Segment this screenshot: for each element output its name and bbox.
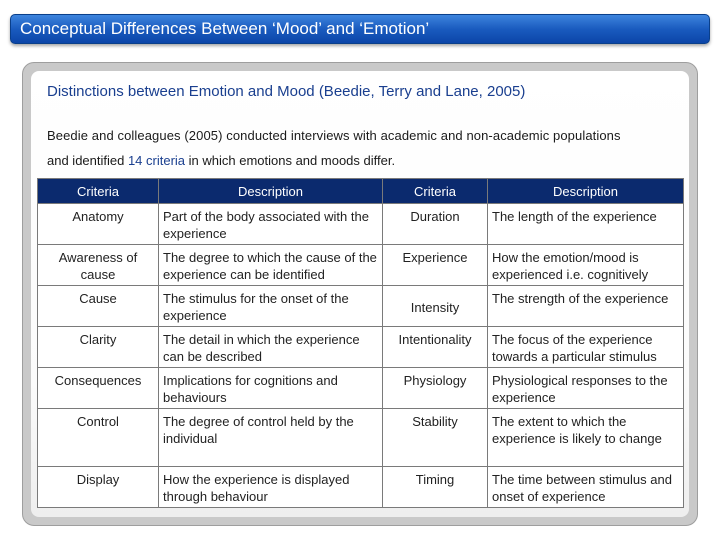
description-cell: How the experience is displayed through behaviour — [159, 467, 383, 508]
header-description-1: Description — [159, 179, 383, 204]
criteria-cell: Clarity — [38, 327, 159, 368]
intro-line-2 — [47, 153, 395, 168]
description-cell: Physiological responses to the experience — [488, 368, 684, 409]
criteria-cell: Display — [38, 467, 159, 508]
description-cell: The extent to which the experience is likely to change — [488, 409, 684, 467]
criteria-cell: Intentionality — [383, 327, 488, 368]
description-cell: The time between stimulus and onset of experience — [488, 467, 684, 508]
header-criteria-2: Criteria — [383, 179, 488, 204]
criteria-cell: Cause — [38, 286, 159, 327]
criteria-cell: Intensity — [383, 286, 488, 327]
criteria-cell: Control — [38, 409, 159, 467]
criteria-cell: Timing — [383, 467, 488, 508]
table-header-row — [38, 179, 684, 204]
description-cell: Part of the body associated with the experience — [159, 204, 383, 245]
description-cell: The degree to which the cause of the experience can be identified — [159, 245, 383, 286]
criteria-cell: Consequences — [38, 368, 159, 409]
table-row — [38, 286, 684, 327]
table-row — [38, 327, 684, 368]
criteria-cell: Physiology — [383, 368, 488, 409]
criteria-cell: Stability — [383, 409, 488, 467]
title-bar — [10, 14, 710, 44]
slide-title: Conceptual Differences Between ‘Mood’ and ‘Emotion’ — [20, 19, 430, 38]
description-cell: The length of the experience — [488, 204, 684, 245]
criteria-table — [37, 178, 684, 508]
description-cell: The degree of control held by the individual — [159, 409, 383, 467]
criteria-cell: Anatomy — [38, 204, 159, 245]
intro-highlight: 14 criteria — [127, 153, 186, 168]
intro-line-1: Beedie and colleagues (2005) conducted interviews with academic and non-academic populations — [47, 128, 621, 143]
header-criteria-1: Criteria — [38, 179, 159, 204]
intro-text-pre: and identified — [47, 153, 128, 168]
description-cell: How the emotion/mood is experienced i.e. cognitively — [488, 245, 684, 286]
section-heading: Distinctions between Emotion and Mood (Beedie, Terry and Lane, 2005) — [47, 83, 526, 100]
table-row — [38, 368, 684, 409]
intro-text-post: in which emotions and moods differ. — [185, 153, 396, 168]
criteria-cell: Awareness of cause — [38, 245, 159, 286]
criteria-cell: Experience — [383, 245, 488, 286]
description-cell: The detail in which the experience can be described — [159, 327, 383, 368]
description-cell: The strength of the experience — [488, 286, 684, 327]
table-row — [38, 245, 684, 286]
table-row — [38, 409, 684, 467]
description-cell: The focus of the experience towards a particular stimulus — [488, 327, 684, 368]
criteria-cell: Duration — [383, 204, 488, 245]
description-cell: Implications for cognitions and behaviours — [159, 368, 383, 409]
table-row — [38, 204, 684, 245]
table-row — [38, 467, 684, 508]
description-cell: The stimulus for the onset of the experience — [159, 286, 383, 327]
header-description-2: Description — [488, 179, 684, 204]
